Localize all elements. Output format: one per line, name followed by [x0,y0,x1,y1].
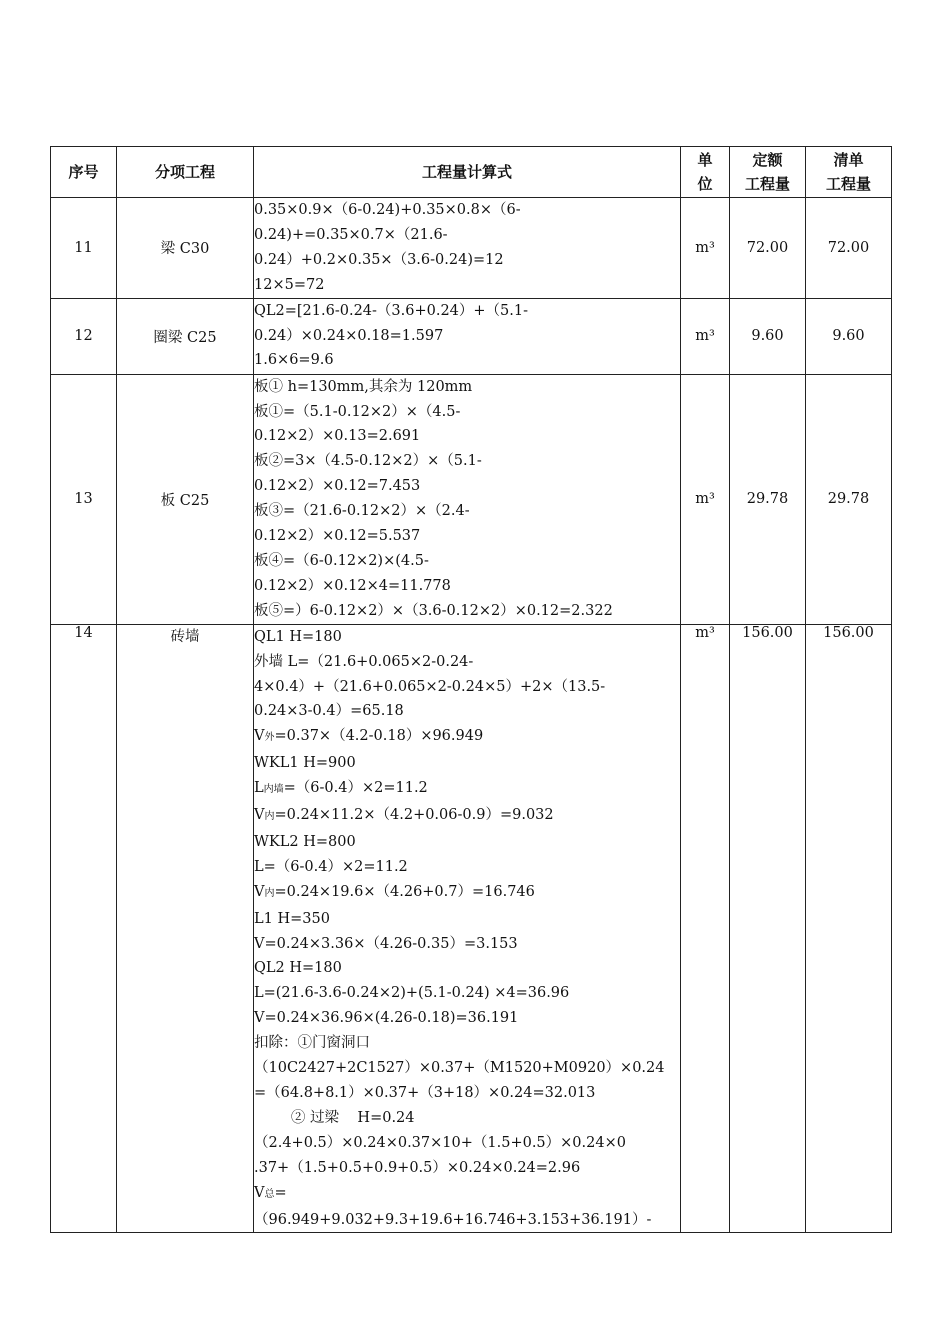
formula-subscript: 外 [264,732,275,744]
formula-line [254,1156,680,1181]
header-quota [730,147,806,198]
formula-line: 12×5=72 [254,276,325,293]
formula-line [254,1081,680,1106]
formula-text: V=0.24×3.36×（4.26-0.35）=3.153 [254,935,518,952]
formula-line [254,1006,680,1031]
row-bill-quantity: 9.60 [806,298,892,374]
header-bill [806,147,892,198]
formula-text: ② 过梁 H=0.24 [254,1109,415,1126]
row-unit: m³ [681,198,730,299]
formula-text: V [254,728,265,745]
formula-text: L [254,780,264,797]
formula-text: 0.24×3-0.4）=65.18 [254,703,404,720]
row-formula [254,298,681,374]
formula-line [254,830,680,855]
row-unit: m³ [681,298,730,374]
row-bill-quantity: 156.00 [806,624,892,1233]
formula-line: QL2=[21.6-0.24-（3.6+0.24）+（5.1- [254,302,529,319]
row-quota-quantity: 29.78 [730,374,806,624]
formula-subscript: 内墙 [263,784,284,796]
formula-line: 0.12×2）×0.12×4=11.778 [254,577,451,594]
header-unit-line: 单 [697,151,713,169]
row-item-name: 砖墙 [117,624,254,1233]
header-unit-line: 位 [697,175,713,193]
row-item-name: 梁 C30 [117,198,254,299]
formula-line [254,1131,680,1156]
formula-text: （10C2427+2C1527）×0.37+（M1520+M0920）×0.24 [254,1060,665,1077]
formula-text: V [254,1184,265,1201]
header-row [51,147,892,198]
table-row [51,624,892,1233]
formula-line: 0.12×2）×0.12=7.453 [254,478,421,495]
row-item-name: 圈梁 C25 [117,298,254,374]
formula-line: 板③=（21.6-0.12×2）×（2.4- [254,503,470,520]
formula-line [254,1106,680,1131]
formula-line: 0.35×0.9×（6-0.24)+0.35×0.8×（6- [254,202,521,218]
formula-line [254,675,680,700]
header-unit [681,147,730,198]
formula-text: V [254,883,265,900]
formula-line: 0.12×2）×0.13=2.691 [254,428,421,445]
formula-line [254,1181,680,1208]
formula-line: 0.24）×0.24×0.18=1.597 [254,327,444,344]
header-bill-line: 清单 [833,151,864,169]
row-number: 12 [51,298,117,374]
formula-text: QL1 H=180 [254,628,342,645]
formula-line [254,855,680,880]
quantity-table [50,146,892,1233]
formula-line [254,981,680,1006]
formula-text: =（6-0.4）×2=11.2 [283,780,428,797]
formula-text: V=0.24×36.96×(4.26-0.18)=36.191 [254,1010,519,1027]
row-formula [254,624,681,1233]
formula-text: = [274,1184,287,1201]
row-number: 13 [51,374,117,624]
row-number: 14 [51,624,117,1233]
row-number: 11 [51,198,117,299]
formula-line: 板④=（6-0.12×2)×(4.5- [254,552,429,569]
formula-text: =0.24×19.6×（4.26+0.7）=16.746 [274,883,535,900]
row-quota-quantity: 156.00 [730,624,806,1233]
row-quota-quantity: 9.60 [730,298,806,374]
table-row [51,374,892,624]
formula-subscript: 内 [264,887,275,899]
formula-line [254,1056,680,1081]
formula-text: =0.24×11.2×（4.2+0.06-0.9）=9.032 [274,807,554,824]
formula-text: L=（6-0.4）×2=11.2 [254,858,408,875]
formula-line [254,1031,680,1056]
formula-line [254,907,680,932]
formula-line [254,956,680,981]
formula-text: L1 H=350 [254,910,330,927]
formula-subscript: 总 [264,1188,275,1200]
header-item: 分项工程 [117,147,254,198]
formula-text: L=(21.6-3.6-0.24×2)+(5.1-0.24) ×4=36.96 [254,985,570,1002]
header-quota-line: 定额 [752,151,783,169]
formula-text: QL2 H=180 [254,960,342,977]
formula-line [254,724,680,751]
row-bill-quantity: 72.00 [806,198,892,299]
formula-line [254,699,680,724]
formula-line: 0.24)+=0.35×0.7×（21.6- [254,226,448,243]
header-seq: 序号 [51,147,117,198]
formula-text: =（64.8+8.1）×0.37+（3+18）×0.24=32.013 [254,1085,596,1101]
formula-line [254,932,680,957]
header-bill-line: 工程量 [825,175,871,193]
formula-line: 0.24）+0.2×0.35×（3.6-0.24)=12 [254,251,504,268]
formula-text: V [254,807,265,824]
formula-text: =0.37×（4.2-0.18）×96.949 [274,728,484,745]
row-quota-quantity: 72.00 [730,198,806,299]
formula-text: 外墙 L=（21.6+0.065×2-0.24- [254,653,474,670]
formula-line [254,1208,680,1233]
formula-text: .37+（1.5+0.5+0.9+0.5）×0.24×0.24=2.96 [254,1159,581,1176]
formula-text: WKL1 H=900 [254,755,356,772]
row-formula [254,198,681,299]
formula-line [254,625,680,650]
formula-text: WKL2 H=800 [254,833,356,850]
formula-text: 4×0.4）+（21.6+0.065×2-0.24×5）+2×（13.5- [254,678,606,695]
formula-text: （96.949+9.032+9.3+19.6+16.746+3.153+36.191）- [254,1211,652,1228]
row-item-name: 板 C25 [117,374,254,624]
formula-text: （2.4+0.5）×0.24×0.37×10+（1.5+0.5）×0.24×0 [254,1134,626,1151]
header-formula: 工程量计算式 [254,147,681,198]
header-quota-line: 工程量 [744,175,790,193]
formula-line: 1.6×6=9.6 [254,352,334,369]
formula-line [254,650,680,675]
formula-line: 板①=（5.1-0.12×2）×（4.5- [254,403,461,420]
formula-line: 0.12×2）×0.12=5.537 [254,528,421,545]
row-formula [254,374,681,624]
formula-line [254,776,680,803]
table-row [51,298,892,374]
formula-line [254,803,680,830]
row-unit: m³ [681,374,730,624]
formula-line: 板⑤=）6-0.12×2）×（3.6-0.12×2）×0.12=2.322 [254,602,613,619]
row-bill-quantity: 29.78 [806,374,892,624]
formula-line [254,880,680,907]
formula-line: 板① h=130mm,其余为 120mm [254,378,473,395]
formula-line [254,751,680,776]
table-row [51,198,892,299]
formula-subscript: 内 [264,811,275,823]
row-unit: m³ [681,624,730,1233]
formula-line: 板②=3×（4.5-0.12×2）×（5.1- [254,453,482,470]
formula-text: 扣除：①门窗洞口 [254,1035,370,1052]
